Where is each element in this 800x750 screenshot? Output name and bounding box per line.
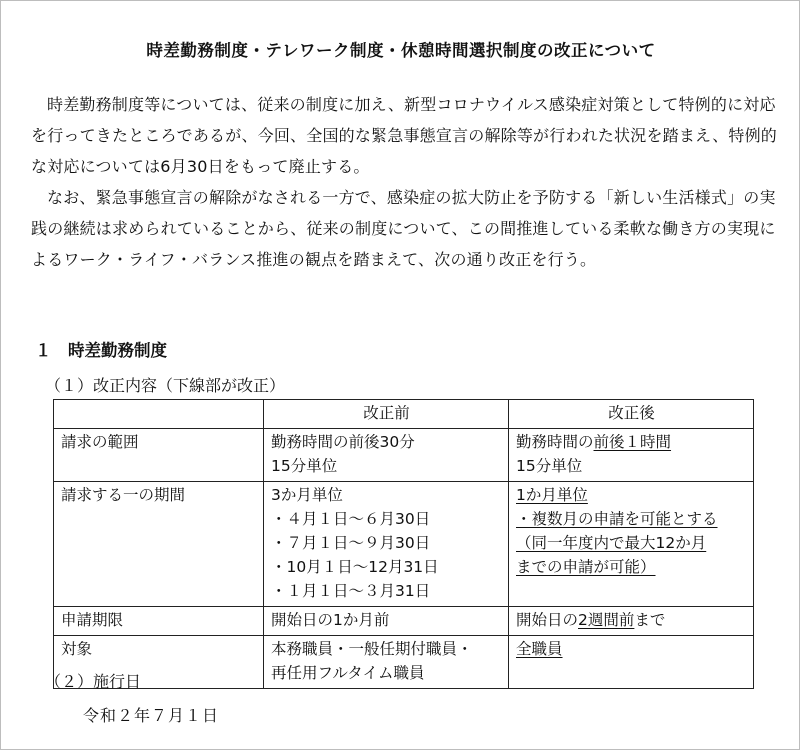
- after-cell: [509, 429, 754, 482]
- cell-text: 勤務時間の: [516, 433, 594, 451]
- section-heading: １ 時差勤務制度: [35, 341, 167, 360]
- table-row: [54, 636, 754, 689]
- row-label: 対象: [54, 636, 264, 689]
- underlined-change: 前後１時間: [593, 433, 672, 451]
- cell-line: ・４月１日～６月30日: [271, 510, 431, 528]
- cell-text: 開始日の: [516, 611, 579, 629]
- document-title: 時差勤務制度・テレワーク制度・休憩時間選択制度の改正について: [146, 41, 656, 60]
- underlined-change: （同一年度内で最大12か月: [516, 534, 707, 552]
- intro-paragraph-1: 時差勤務制度等については、従来の制度に加え、新型コロナウイルス感染症対策として特例的に対応を行ってきたところであるが、今回、全国的な緊急事態宣言の解除等が行われた状況を踏まえ、特例的な対応については6月30日をもって廃止する。: [31, 95, 778, 176]
- cell-line: [516, 507, 747, 531]
- before-cell: [264, 607, 509, 636]
- table-row: [54, 607, 754, 636]
- cell-line: 15分単位: [516, 457, 583, 475]
- cell-line: [516, 555, 747, 579]
- cell-line: 開始日の1か月前: [271, 611, 390, 629]
- after-cell: [509, 607, 754, 636]
- cell-line: ・７月１日～９月30日: [271, 534, 431, 552]
- effective-date: 令和２年７月１日: [83, 706, 220, 725]
- before-cell: [264, 636, 509, 689]
- table-row: [54, 429, 754, 482]
- cell-line: [516, 531, 747, 555]
- intro-text: [31, 89, 781, 275]
- cell-line: [516, 430, 747, 454]
- cell-line: [516, 483, 747, 507]
- cell-line: 本務職員・一般任期付職員・: [271, 640, 473, 658]
- underlined-change: 1か月単位: [516, 486, 588, 504]
- underlined-change: 2週間前: [578, 611, 635, 629]
- underlined-change: 全職員: [516, 640, 563, 658]
- cell-text: まで: [634, 611, 666, 629]
- underlined-change: ・複数月の申請を可能とする: [516, 510, 718, 528]
- cell-line: 15分単位: [271, 457, 338, 475]
- after-cell: [509, 636, 754, 689]
- table-row: [54, 482, 754, 607]
- revision-table: [53, 399, 754, 689]
- intro-paragraph-2: なお、緊急事態宣言の解除がなされる一方で、感染症の拡大防止を予防する「新しい生活様式」の実践の継続は求められていることから、従来の制度について、この間推進している柔軟な働き方の実現によるワーク・ライフ・バランス推進の観点を踏まえて、次の通り改正を行う。: [31, 188, 776, 269]
- after-cell: [509, 482, 754, 607]
- underlined-change: までの申請が可能）: [516, 558, 656, 576]
- table-header-row: [54, 400, 754, 429]
- row-label: 請求の範囲: [54, 429, 264, 482]
- cell-line: [516, 608, 747, 632]
- header-after: 改正後: [509, 400, 754, 429]
- before-cell: [264, 482, 509, 607]
- sub-heading-effective-date: （２）施行日: [45, 672, 142, 691]
- cell-line: ・１月１日～３月31日: [271, 582, 431, 600]
- row-label: 請求する一の期間: [54, 482, 264, 607]
- row-label: 申請期限: [54, 607, 264, 636]
- header-empty-cell: [54, 400, 264, 429]
- before-cell: [264, 429, 509, 482]
- cell-line: ・10月１日～12月31日: [271, 558, 439, 576]
- sub-heading-revision: （１）改正内容（下線部が改正）: [45, 376, 286, 395]
- cell-line: 勤務時間の前後30分: [271, 433, 415, 451]
- cell-line: 3か月単位: [271, 486, 343, 504]
- cell-line: [516, 637, 747, 661]
- cell-line: 再任用フルタイム職員: [271, 664, 425, 682]
- header-before: 改正前: [264, 400, 509, 429]
